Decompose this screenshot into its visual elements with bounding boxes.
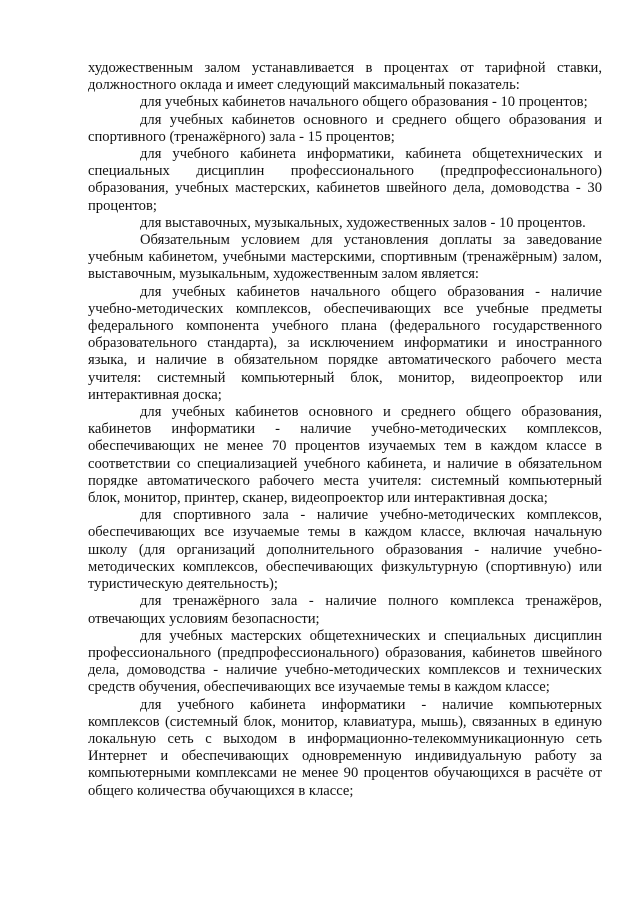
paragraph-11: для учебных мастерских общетехнических и специальных дисциплин профессионального (предпрофессионального) образования, кабинетов швейного дела, домоводства - наличие учебно-методических комплексов и технических средств обучения, обеспечивающих все изучаемые темы в каждом классе; (88, 627, 602, 696)
document-page (88, 60, 602, 800)
paragraph-1: художественным залом устанавливается в процентах от тарифной ставки, должностного оклада и имеет следующий максимальный показатель: (88, 60, 602, 94)
paragraph-2: для учебных кабинетов начального общего образования - 10 процентов; (140, 94, 588, 111)
paragraph-7: для учебных кабинетов начального общего образования - наличие учебно-методических комплексов, обеспечивающих все учебные предметы федерального компонента учебного плана (федерального государственного образовательного стандарта), за исключением информатики и иностранного языка, и наличие в обязательном порядке автоматического рабочего места учителя: системный компьютерный блок, монитор, видеопроектор или интерактивная доска; (88, 283, 602, 403)
paragraph-10: для тренажёрного зала - наличие полного комплекса тренажёров, отвечающих условиям безопасности; (88, 593, 602, 627)
paragraph-3: для учебных кабинетов основного и среднего общего образования и спортивного (тренажёрного) зала - 15 процентов; (88, 111, 602, 145)
paragraph-12: для учебного кабинета информатики - наличие компьютерных комплексов (системный блок, монитор, клавиатура, мышь), связанных в единую локальную сеть с выходом в информационно-телекоммуникационную сеть Интернет и обеспечивающих одновременную индивидуальную работу за компьютерными комплексами не менее 90 процентов обучающихся в расчёте от общего количества обучающихся в классе; (88, 696, 602, 799)
paragraph-6: Обязательным условием для установления доплаты за заведование учебным кабинетом, учебными мастерскими, спортивным (тренажёрным) залом, выставочным, музыкальным, художественным залом является: (88, 232, 602, 283)
paragraph-8: для учебных кабинетов основного и среднего общего образования, кабинетов информатики - наличие учебно-методических комплексов, обеспечивающих не менее 70 процентов изучаемых тем в каждом классе в соответствии со специализацией учебного кабинета, и наличие в обязательном порядке автоматического рабочего места учителя: системный компьютерный блок, монитор, принтер, сканер, видеопроектор или интерактивная доска; (88, 404, 602, 507)
paragraph-5: для выставочных, музыкальных, художественных залов - 10 процентов. (140, 214, 586, 231)
paragraph-9: для спортивного зала - наличие учебно-методических комплексов, обеспечивающих все изучаемые темы в каждом классе, включая начальную школу (для организаций дополнительного образования - наличие учебно-методических комплексов, обеспечивающих физкультурную (спортивную) или туристическую деятельность); (88, 507, 602, 593)
paragraph-4: для учебного кабинета информатики, кабинета общетехнических и специальных дисциплин профессионального (предпрофессионального) образования, учебных мастерских, кабинетов швейного дела, домоводства - 30 процентов; (88, 146, 602, 214)
